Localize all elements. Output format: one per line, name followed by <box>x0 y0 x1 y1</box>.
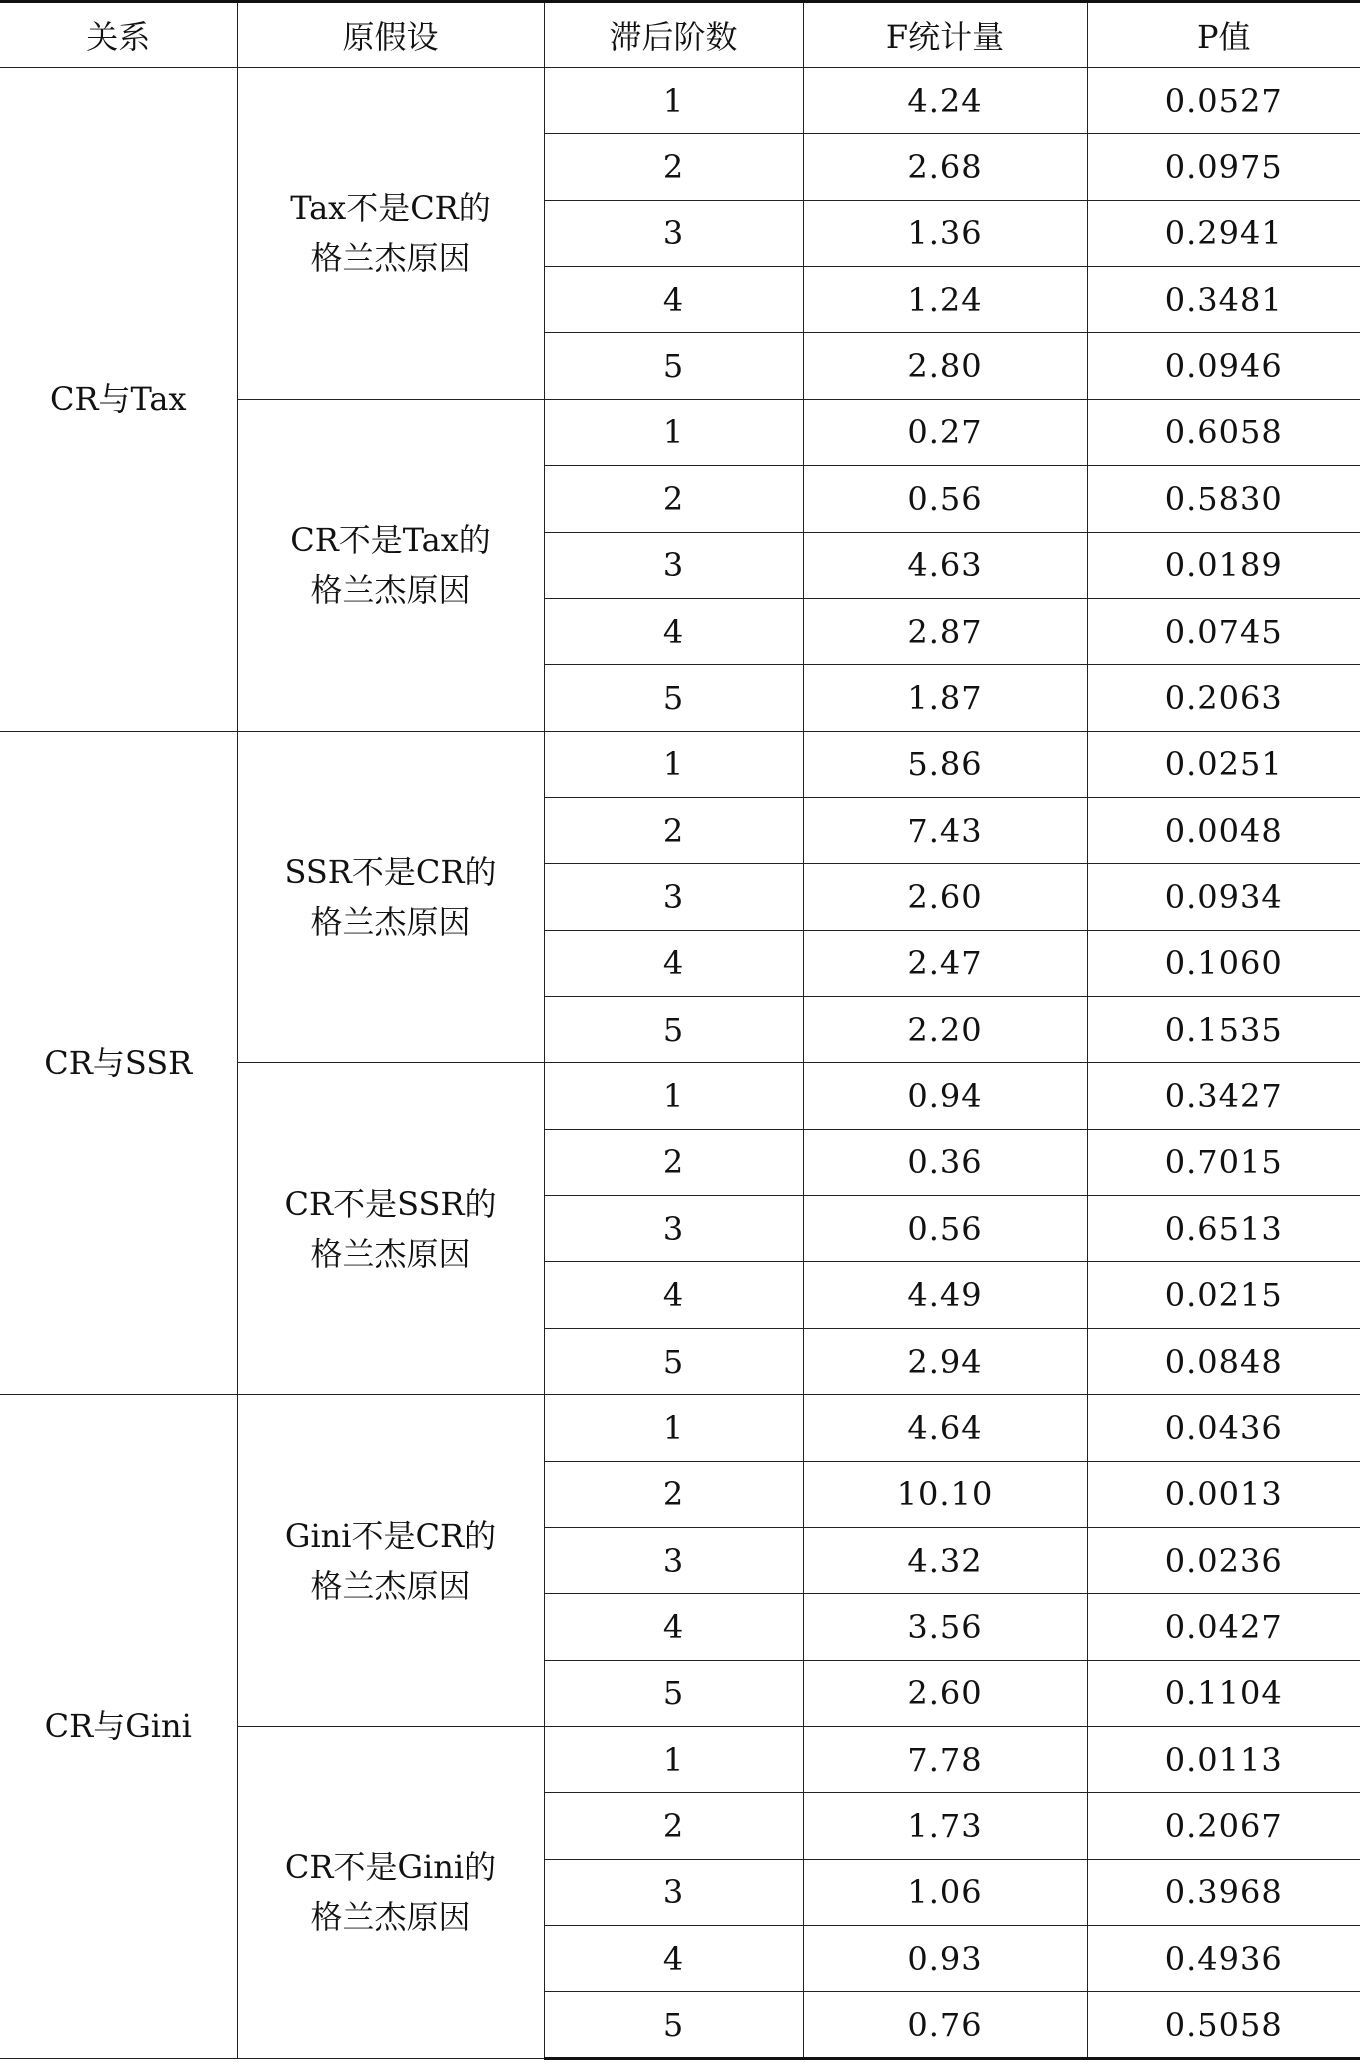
p-value-cell: 0.0934 <box>1087 864 1360 930</box>
lag-cell: 3 <box>544 1527 803 1593</box>
table-body <box>0 68 1360 2059</box>
p-value-cell: 0.0848 <box>1087 1328 1360 1394</box>
lag-cell: 4 <box>544 598 803 664</box>
p-value-cell: 0.2941 <box>1087 200 1360 266</box>
f-statistic-cell: 2.60 <box>803 1660 1087 1726</box>
p-value-cell: 0.0946 <box>1087 333 1360 399</box>
relation-cell: CR与Gini <box>0 1395 237 2059</box>
lag-cell: 1 <box>544 399 803 465</box>
hypothesis-line-1: SSR不是CR的 <box>284 852 497 891</box>
p-value-cell: 0.0427 <box>1087 1594 1360 1660</box>
p-value-cell: 0.3968 <box>1087 1859 1360 1925</box>
relation-cell: CR与Tax <box>0 68 237 732</box>
p-value-cell: 0.0236 <box>1087 1527 1360 1593</box>
lag-cell: 5 <box>544 665 803 731</box>
f-statistic-cell: 4.49 <box>803 1262 1087 1328</box>
hypothesis-cell <box>237 1726 544 2058</box>
p-value-cell: 0.1104 <box>1087 1660 1360 1726</box>
f-statistic-cell: 3.56 <box>803 1594 1087 1660</box>
f-statistic-cell: 0.36 <box>803 1129 1087 1195</box>
p-value-cell: 0.5830 <box>1087 466 1360 532</box>
f-statistic-cell: 4.32 <box>803 1527 1087 1593</box>
p-value-cell: 0.3427 <box>1087 1063 1360 1129</box>
p-value-cell: 0.0436 <box>1087 1395 1360 1461</box>
f-statistic-cell: 0.27 <box>803 399 1087 465</box>
lag-cell: 5 <box>544 1328 803 1394</box>
p-value-cell: 0.2067 <box>1087 1793 1360 1859</box>
f-statistic-cell: 2.47 <box>803 930 1087 996</box>
hypothesis-cell <box>237 1063 544 1395</box>
f-statistic-cell: 2.20 <box>803 997 1087 1063</box>
p-value-cell: 0.4936 <box>1087 1926 1360 1992</box>
p-value-cell: 0.0527 <box>1087 68 1360 134</box>
lag-cell: 3 <box>544 200 803 266</box>
lag-cell: 2 <box>544 134 803 200</box>
f-statistic-cell: 10.10 <box>803 1461 1087 1527</box>
hypothesis-line-2: 格兰杰原因 <box>310 571 471 610</box>
lag-cell: 2 <box>544 1793 803 1859</box>
f-statistic-cell: 1.36 <box>803 200 1087 266</box>
lag-cell: 1 <box>544 1395 803 1461</box>
lag-cell: 5 <box>544 1992 803 2059</box>
hypothesis-line-1: CR不是Gini的 <box>284 1848 497 1887</box>
lag-cell: 2 <box>544 466 803 532</box>
p-value-cell: 0.1060 <box>1087 930 1360 996</box>
lag-cell: 4 <box>544 267 803 333</box>
p-value-cell: 0.0048 <box>1087 797 1360 863</box>
lag-cell: 2 <box>544 1461 803 1527</box>
lag-cell: 5 <box>544 997 803 1063</box>
hypothesis-line-1: CR不是Tax的 <box>290 521 491 560</box>
f-statistic-cell: 1.87 <box>803 665 1087 731</box>
table-row <box>0 1395 1360 1461</box>
hypothesis-line-2: 格兰杰原因 <box>310 1566 471 1605</box>
hypothesis-line-2: 格兰杰原因 <box>310 1898 471 1937</box>
lag-cell: 1 <box>544 68 803 134</box>
f-statistic-cell: 2.87 <box>803 598 1087 664</box>
p-value-cell: 0.0975 <box>1087 134 1360 200</box>
header-relation: 关系 <box>0 2 237 68</box>
p-value-cell: 0.0113 <box>1087 1726 1360 1792</box>
p-value-cell: 0.0745 <box>1087 598 1360 664</box>
f-statistic-cell: 0.94 <box>803 1063 1087 1129</box>
header-row <box>0 2 1360 68</box>
p-value-cell: 0.5058 <box>1087 1992 1360 2059</box>
lag-cell: 3 <box>544 532 803 598</box>
p-value-cell: 0.6058 <box>1087 399 1360 465</box>
f-statistic-cell: 2.68 <box>803 134 1087 200</box>
hypothesis-cell <box>237 1395 544 1727</box>
header-f-statistic: F统计量 <box>803 2 1087 68</box>
p-value-cell: 0.0189 <box>1087 532 1360 598</box>
lag-cell: 1 <box>544 1063 803 1129</box>
f-statistic-cell: 1.73 <box>803 1793 1087 1859</box>
hypothesis-cell <box>237 399 544 731</box>
f-statistic-cell: 1.24 <box>803 267 1087 333</box>
lag-cell: 5 <box>544 1660 803 1726</box>
lag-cell: 4 <box>544 1926 803 1992</box>
header-p-value: P值 <box>1087 2 1360 68</box>
f-statistic-cell: 0.56 <box>803 1196 1087 1262</box>
hypothesis-line-1: Gini不是CR的 <box>284 1516 497 1555</box>
f-statistic-cell: 2.60 <box>803 864 1087 930</box>
lag-cell: 3 <box>544 864 803 930</box>
f-statistic-cell: 7.43 <box>803 797 1087 863</box>
lag-cell: 4 <box>544 1262 803 1328</box>
hypothesis-line-1: CR不是SSR的 <box>284 1184 497 1223</box>
hypothesis-line-2: 格兰杰原因 <box>310 1234 471 1273</box>
f-statistic-cell: 4.64 <box>803 1395 1087 1461</box>
f-statistic-cell: 0.76 <box>803 1992 1087 2059</box>
header-hypothesis: 原假设 <box>237 2 544 68</box>
p-value-cell: 0.0013 <box>1087 1461 1360 1527</box>
lag-cell: 1 <box>544 731 803 797</box>
lag-cell: 2 <box>544 1129 803 1195</box>
f-statistic-cell: 0.93 <box>803 1926 1087 1992</box>
p-value-cell: 0.6513 <box>1087 1196 1360 1262</box>
f-statistic-cell: 5.86 <box>803 731 1087 797</box>
table-row <box>0 68 1360 134</box>
p-value-cell: 0.1535 <box>1087 997 1360 1063</box>
relation-cell: CR与SSR <box>0 731 237 1395</box>
lag-cell: 4 <box>544 930 803 996</box>
lag-cell: 3 <box>544 1196 803 1262</box>
hypothesis-cell <box>237 731 544 1063</box>
p-value-cell: 0.2063 <box>1087 665 1360 731</box>
header-lag: 滞后阶数 <box>544 2 803 68</box>
f-statistic-cell: 0.56 <box>803 466 1087 532</box>
hypothesis-line-2: 格兰杰原因 <box>310 239 471 278</box>
lag-cell: 4 <box>544 1594 803 1660</box>
p-value-cell: 0.7015 <box>1087 1129 1360 1195</box>
f-statistic-cell: 2.94 <box>803 1328 1087 1394</box>
f-statistic-cell: 1.06 <box>803 1859 1087 1925</box>
f-statistic-cell: 2.80 <box>803 333 1087 399</box>
lag-cell: 5 <box>544 333 803 399</box>
p-value-cell: 0.0251 <box>1087 731 1360 797</box>
hypothesis-cell <box>237 68 544 400</box>
lag-cell: 2 <box>544 797 803 863</box>
lag-cell: 3 <box>544 1859 803 1925</box>
lag-cell: 1 <box>544 1726 803 1792</box>
table-row <box>0 731 1360 797</box>
f-statistic-cell: 4.63 <box>803 532 1087 598</box>
hypothesis-line-2: 格兰杰原因 <box>310 902 471 941</box>
hypothesis-line-1: Tax不是CR的 <box>290 189 491 228</box>
p-value-cell: 0.3481 <box>1087 267 1360 333</box>
p-value-cell: 0.0215 <box>1087 1262 1360 1328</box>
f-statistic-cell: 4.24 <box>803 68 1087 134</box>
f-statistic-cell: 7.78 <box>803 1726 1087 1792</box>
